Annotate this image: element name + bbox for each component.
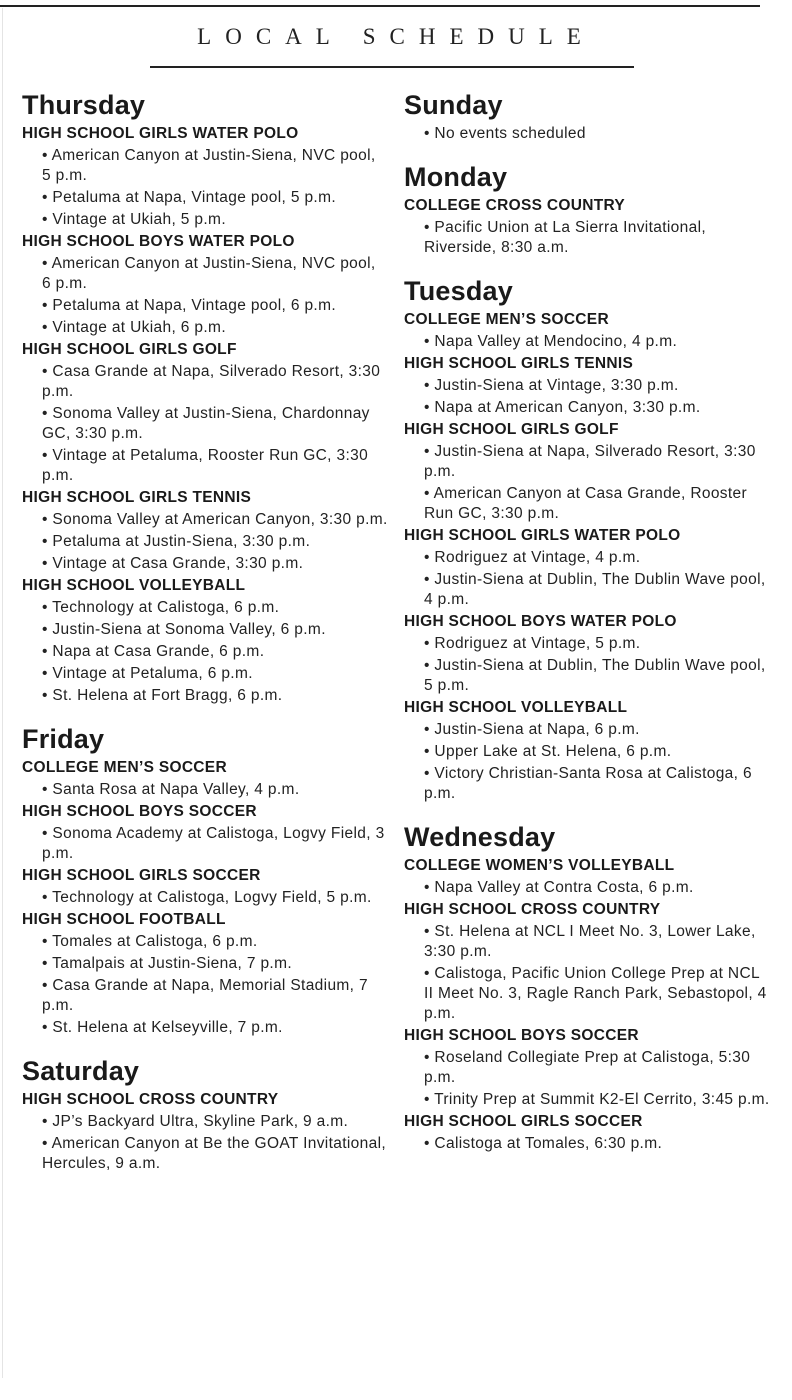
schedule-section [404,1026,770,1110]
event-item: • Vintage at Petaluma, Rooster Run GC, 3:30 p.m. [42,447,369,484]
schedule-section [404,612,770,696]
event-item: • Rodriguez at Vintage, 5 p.m. [424,635,641,652]
event-item: • Calistoga at Tomales, 6:30 p.m. [424,1135,663,1152]
sport-category: HIGH SCHOOL FOOTBALL [22,911,226,928]
event-item: • JP’s Backyard Ultra, Skyline Park, 9 a.m. [42,1113,349,1130]
event-item: • Justin-Siena at Napa, Silverado Resort, 3:30 p.m. [424,443,756,480]
event-item: • Trinity Prep at Summit K2-El Cerrito, 3:45 p.m. [424,1091,770,1108]
event-item: • Upper Lake at St. Helena, 6 p.m. [424,743,672,760]
schedule-column-right [404,88,770,1170]
event-item: • Sonoma Valley at American Canyon, 3:30 p.m. [42,511,388,528]
event-item: • Tamalpais at Justin-Siena, 7 p.m. [42,955,293,972]
event-item: • Sonoma Valley at Justin-Siena, Chardonnay GC, 3:30 p.m. [42,405,370,442]
event-item: • Justin-Siena at Sonoma Valley, 6 p.m. [42,621,326,638]
event-item: • Justin-Siena at Vintage, 3:30 p.m. [424,377,679,394]
title-rule [150,66,634,68]
event-item: • Casa Grande at Napa, Memorial Stadium, 7 p.m. [42,977,368,1014]
page-edge [2,8,3,1378]
schedule-section [22,802,388,864]
event-item: • St. Helena at NCL I Meet No. 3, Lower Lake, 3:30 p.m. [424,923,756,960]
event-item: • Justin-Siena at Dublin, The Dublin Wave pool, 5 p.m. [424,657,766,694]
event-item: • Napa Valley at Contra Costa, 6 p.m. [424,879,694,896]
event-item: • American Canyon at Be the GOAT Invitational, Hercules, 9 a.m. [42,1135,387,1172]
sport-category: HIGH SCHOOL CROSS COUNTRY [22,1091,279,1108]
event-item: • Napa at Casa Grande, 6 p.m. [42,643,265,660]
schedule-section [22,1090,388,1174]
sport-category: HIGH SCHOOL GIRLS TENNIS [22,489,252,506]
sport-category: COLLEGE MEN’S SOCCER [404,311,609,328]
event-item: • Justin-Siena at Dublin, The Dublin Wave pool, 4 p.m. [424,571,766,608]
day-heading: Thursday [22,90,146,120]
sport-category: HIGH SCHOOL GIRLS TENNIS [404,355,634,372]
day-block [404,274,770,804]
event-item: • Napa at American Canyon, 3:30 p.m. [424,399,701,416]
event-item: • Petaluma at Napa, Vintage pool, 5 p.m. [42,189,337,206]
event-item: • No events scheduled [424,125,586,142]
sport-category: HIGH SCHOOL CROSS COUNTRY [404,901,661,918]
event-item: • Vintage at Petaluma, 6 p.m. [42,665,253,682]
event-item: • Vintage at Ukiah, 6 p.m. [42,319,226,336]
event-item: • Sonoma Academy at Calistoga, Logvy Field, 3 p.m. [42,825,385,862]
sport-category: HIGH SCHOOL GIRLS WATER POLO [404,527,681,544]
sport-category: HIGH SCHOOL BOYS WATER POLO [22,233,295,250]
event-item: • St. Helena at Kelseyville, 7 p.m. [42,1019,283,1036]
sport-category: HIGH SCHOOL GIRLS WATER POLO [22,125,299,142]
event-item: • Technology at Calistoga, 6 p.m. [42,599,280,616]
schedule-section [404,526,770,610]
event-item: • Pacific Union at La Sierra Invitational, Riverside, 8:30 a.m. [424,219,707,256]
top-rule [0,5,760,7]
sport-category: HIGH SCHOOL GIRLS SOCCER [404,1113,643,1130]
day-heading: Wednesday [404,822,556,852]
event-item: • American Canyon at Justin-Siena, NVC pool, 5 p.m. [42,147,376,184]
schedule-section [22,866,388,908]
schedule-section [404,1112,770,1154]
day-block [404,88,770,144]
page-title: LOCAL SCHEDULE [197,24,595,49]
event-item: • Petaluma at Napa, Vintage pool, 6 p.m. [42,297,337,314]
schedule-section [22,340,388,486]
day-heading: Saturday [22,1056,140,1086]
schedule-section [404,420,770,524]
day-block [22,88,388,706]
schedule-section [404,856,770,898]
sport-category: COLLEGE CROSS COUNTRY [404,197,626,214]
day-block [404,160,770,258]
sport-category: COLLEGE WOMEN’S VOLLEYBALL [404,857,675,874]
day-block [22,1054,388,1174]
day-block [22,722,388,1038]
schedule-section [404,698,770,804]
schedule-section [22,124,388,230]
sport-category: HIGH SCHOOL BOYS WATER POLO [404,613,677,630]
event-item: • Santa Rosa at Napa Valley, 4 p.m. [42,781,300,798]
sport-category: HIGH SCHOOL GIRLS GOLF [22,341,237,358]
event-item: • Casa Grande at Napa, Silverado Resort, 3:30 p.m. [42,363,381,400]
schedule-section [22,910,388,1038]
sport-category: HIGH SCHOOL GIRLS GOLF [404,421,619,438]
day-heading: Friday [22,724,105,754]
event-item: • Roseland Collegiate Prep at Calistoga, 5:30 p.m. [424,1049,751,1086]
event-item: • Tomales at Calistoga, 6 p.m. [42,933,258,950]
sport-category: HIGH SCHOOL BOYS SOCCER [22,803,257,820]
schedule-section [22,758,388,800]
sport-category: HIGH SCHOOL GIRLS SOCCER [22,867,261,884]
event-item: • Calistoga, Pacific Union College Prep at NCL II Meet No. 3, Ragle Ranch Park, Sebastopol, 4 p.m. [424,965,767,1022]
event-item: • Justin-Siena at Napa, 6 p.m. [424,721,640,738]
event-item: • Petaluma at Justin-Siena, 3:30 p.m. [42,533,311,550]
event-item: • Vintage at Casa Grande, 3:30 p.m. [42,555,304,572]
schedule-section [22,576,388,706]
event-item: • Rodriguez at Vintage, 4 p.m. [424,549,641,566]
event-item: • Napa Valley at Mendocino, 4 p.m. [424,333,678,350]
event-item: • Technology at Calistoga, Logvy Field, 5 p.m. [42,889,372,906]
schedule-section [404,196,770,258]
sport-category: HIGH SCHOOL VOLLEYBALL [22,577,246,594]
sport-category: HIGH SCHOOL BOYS SOCCER [404,1027,639,1044]
event-item: • St. Helena at Fort Bragg, 6 p.m. [42,687,283,704]
day-heading: Tuesday [404,276,513,306]
schedule-section [22,232,388,338]
day-block [404,820,770,1154]
sport-category: HIGH SCHOOL VOLLEYBALL [404,699,628,716]
event-item: • Victory Christian-Santa Rosa at Calistoga, 6 p.m. [424,765,752,802]
schedule-section [404,900,770,1024]
event-item: • American Canyon at Justin-Siena, NVC pool, 6 p.m. [42,255,376,292]
day-heading: Monday [404,162,508,192]
schedule-column-left [22,88,388,1190]
schedule-section [404,124,770,144]
event-item: • American Canyon at Casa Grande, Rooster Run GC, 3:30 p.m. [424,485,748,522]
schedule-section [404,354,770,418]
day-heading: Sunday [404,90,503,120]
schedule-section [404,310,770,352]
schedule-section [22,488,388,574]
event-item: • Vintage at Ukiah, 5 p.m. [42,211,226,228]
sport-category: COLLEGE MEN’S SOCCER [22,759,227,776]
